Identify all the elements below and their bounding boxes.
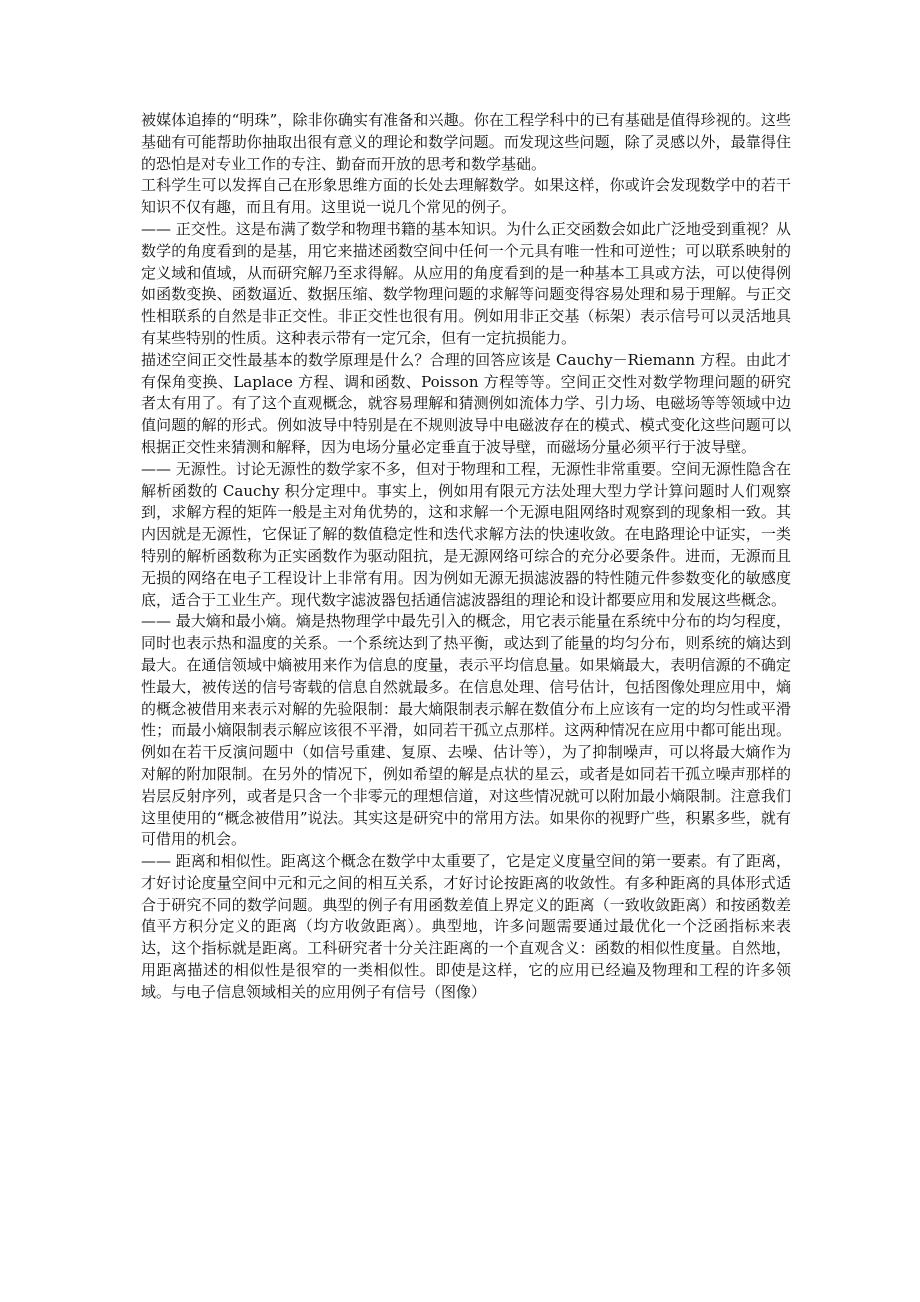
paragraph-cauchy-riemann: 描述空间正交性最基本的数学原理是什么？合理的回答应该是 Cauchy－Riemann 方程。由此才有保角变换、Laplace 方程、调和函数、Poisson 方程等等。空间正交性对数学物理问题的研究者太有用了。有了这个直观概念，就容易理解和猜测例如流体力学、引力场、电磁场等等领域中边值问题的解的形式。例如波导中特别是在不规则波导中电磁波存在的模式、模式变化这些问题可以根据正交性来猜测和解释，因为电场分量必定垂直于波导壁，而磁场分量必须平行于波导壁。 [141,350,791,456]
paragraph-orthogonality: —— 正交性。这是布满了数学和物理书籍的基本知识。为什么正交函数会如此广泛地受到重视？从数学的角度看到的是基，用它来描述函数空间中任何一个元具有唯一性和可逆性；可以联系映射的定义域和值域，从而研究解乃至求得解。从应用的角度看到的是一种基本工具或方法，可以使得例如函数变换、函数逼近、数据压缩、数学物理问题的求解等问题变得容易处理和易于理解。与正交性相联系的自然是非正交性。非正交性也很有用。例如用非正交基（标架）表示信号可以灵活地具有某些特别的性质。这种表示带有一定冗余，但有一定抗损能力。 [141,219,791,347]
document-body [141,110,791,1004]
paragraph-entropy: —— 最大熵和最小熵。熵是热物理学中最先引入的概念，用它表示能量在系统中分布的均匀程度，同时也表示热和温度的关系。一个系统达到了热平衡，或达到了能量的均匀分布，则系统的熵达到最大。在通信领域中熵被用来作为信息的度量，表示平均信息量。如果熵最大，表明信源的不确定性最大，被传送的信号寄载的信息自然就最多。在信息处理、信号估计，包括图像处理应用中，熵的概念被借用来表示对解的先验限制：最大熵限制表示解在数值分布上应该有一定的均匀性或平滑性；而最小熵限制表示解应该很不平滑，如同若干孤立点那样。这两种情况在应用中都可能出现。例如在若干反演问题中（如信号重建、复原、去噪、估计等），为了抑制噪声，可以将最大熵作为对解的附加限制。在另外的情况下，例如希望的解是点状的星云，或者是如同若干孤立噪声那样的岩层反射序列，或者是只含一个非零元的理想信道，对这些情况就可以附加最小熵限制。注意我们这里使用的“概念被借用”说法。其实这是研究中的常用方法。如果你的视野广些，积累多些，就有可借用的机会。 [141,612,791,849]
paragraph-distance: —— 距离和相似性。距离这个概念在数学中太重要了，它是定义度量空间的第一要素。有了距离，才好讨论度量空间中元和元之间的相互关系，才好讨论按距离的收敛性。有多种距离的具体形式适合于研究不同的数学问题。典型的例子有用函数差值上界定义的距离（一致收敛距离）和按函数差值平方积分定义的距离（均方收敛距离）。典型地，许多问题需要通过最优化一个泛函指标来表达，这个指标就是距离。工科研究者十分关注距离的一个直观含义：函数的相似性度量。自然地，用距离描述的相似性是很窄的一类相似性。即使是这样，它的应用已经遍及物理和工程的许多领域。与电子信息领域相关的应用例子有信号（图像） [141,852,791,1001]
paragraph-2: 工科学生可以发挥自己在形象思维方面的长处去理解数学。如果这样，你或许会发现数学中的若干知识不仅有趣，而且有用。这里说一说几个常见的例子。 [141,176,791,217]
paragraph-1: 被媒体追捧的“明珠”，除非你确实有准备和兴趣。你在工程学科中的已有基础是值得珍视的。这些基础有可能帮助你抽取出很有意义的理论和数学问题。而发现这些问题，除了灵感以外，最靠得住的恐怕是对专业工作的专注、勤奋而开放的思考和数学基础。 [141,111,791,173]
paragraph-passivity: —— 无源性。讨论无源性的数学家不多，但对于物理和工程，无源性非常重要。空间无源性隐含在解析函数的 Cauchy 积分定理中。事实上，例如用有限元方法处理大型力学计算问题时人们观察到，求解方程的矩阵一般是主对角优势的，这和求解一个无源电阻网络时观察到的现象相一致。其内因就是无源性，它保证了解的数值稳定性和迭代求解方法的快速收敛。在电路理论中证实，一类特别的解析函数称为正实函数作为驱动阻抗，是无源网络可综合的充分必要条件。进而，无源而且无损的网络在电子工程设计上非常有用。因为例如无源无损滤波器的特性随元件参数变化的敏感度底，适合于工业生产。现代数字滤波器包括通信滤波器组的理论和设计都要应用和发展这些概念。 [141,459,791,609]
